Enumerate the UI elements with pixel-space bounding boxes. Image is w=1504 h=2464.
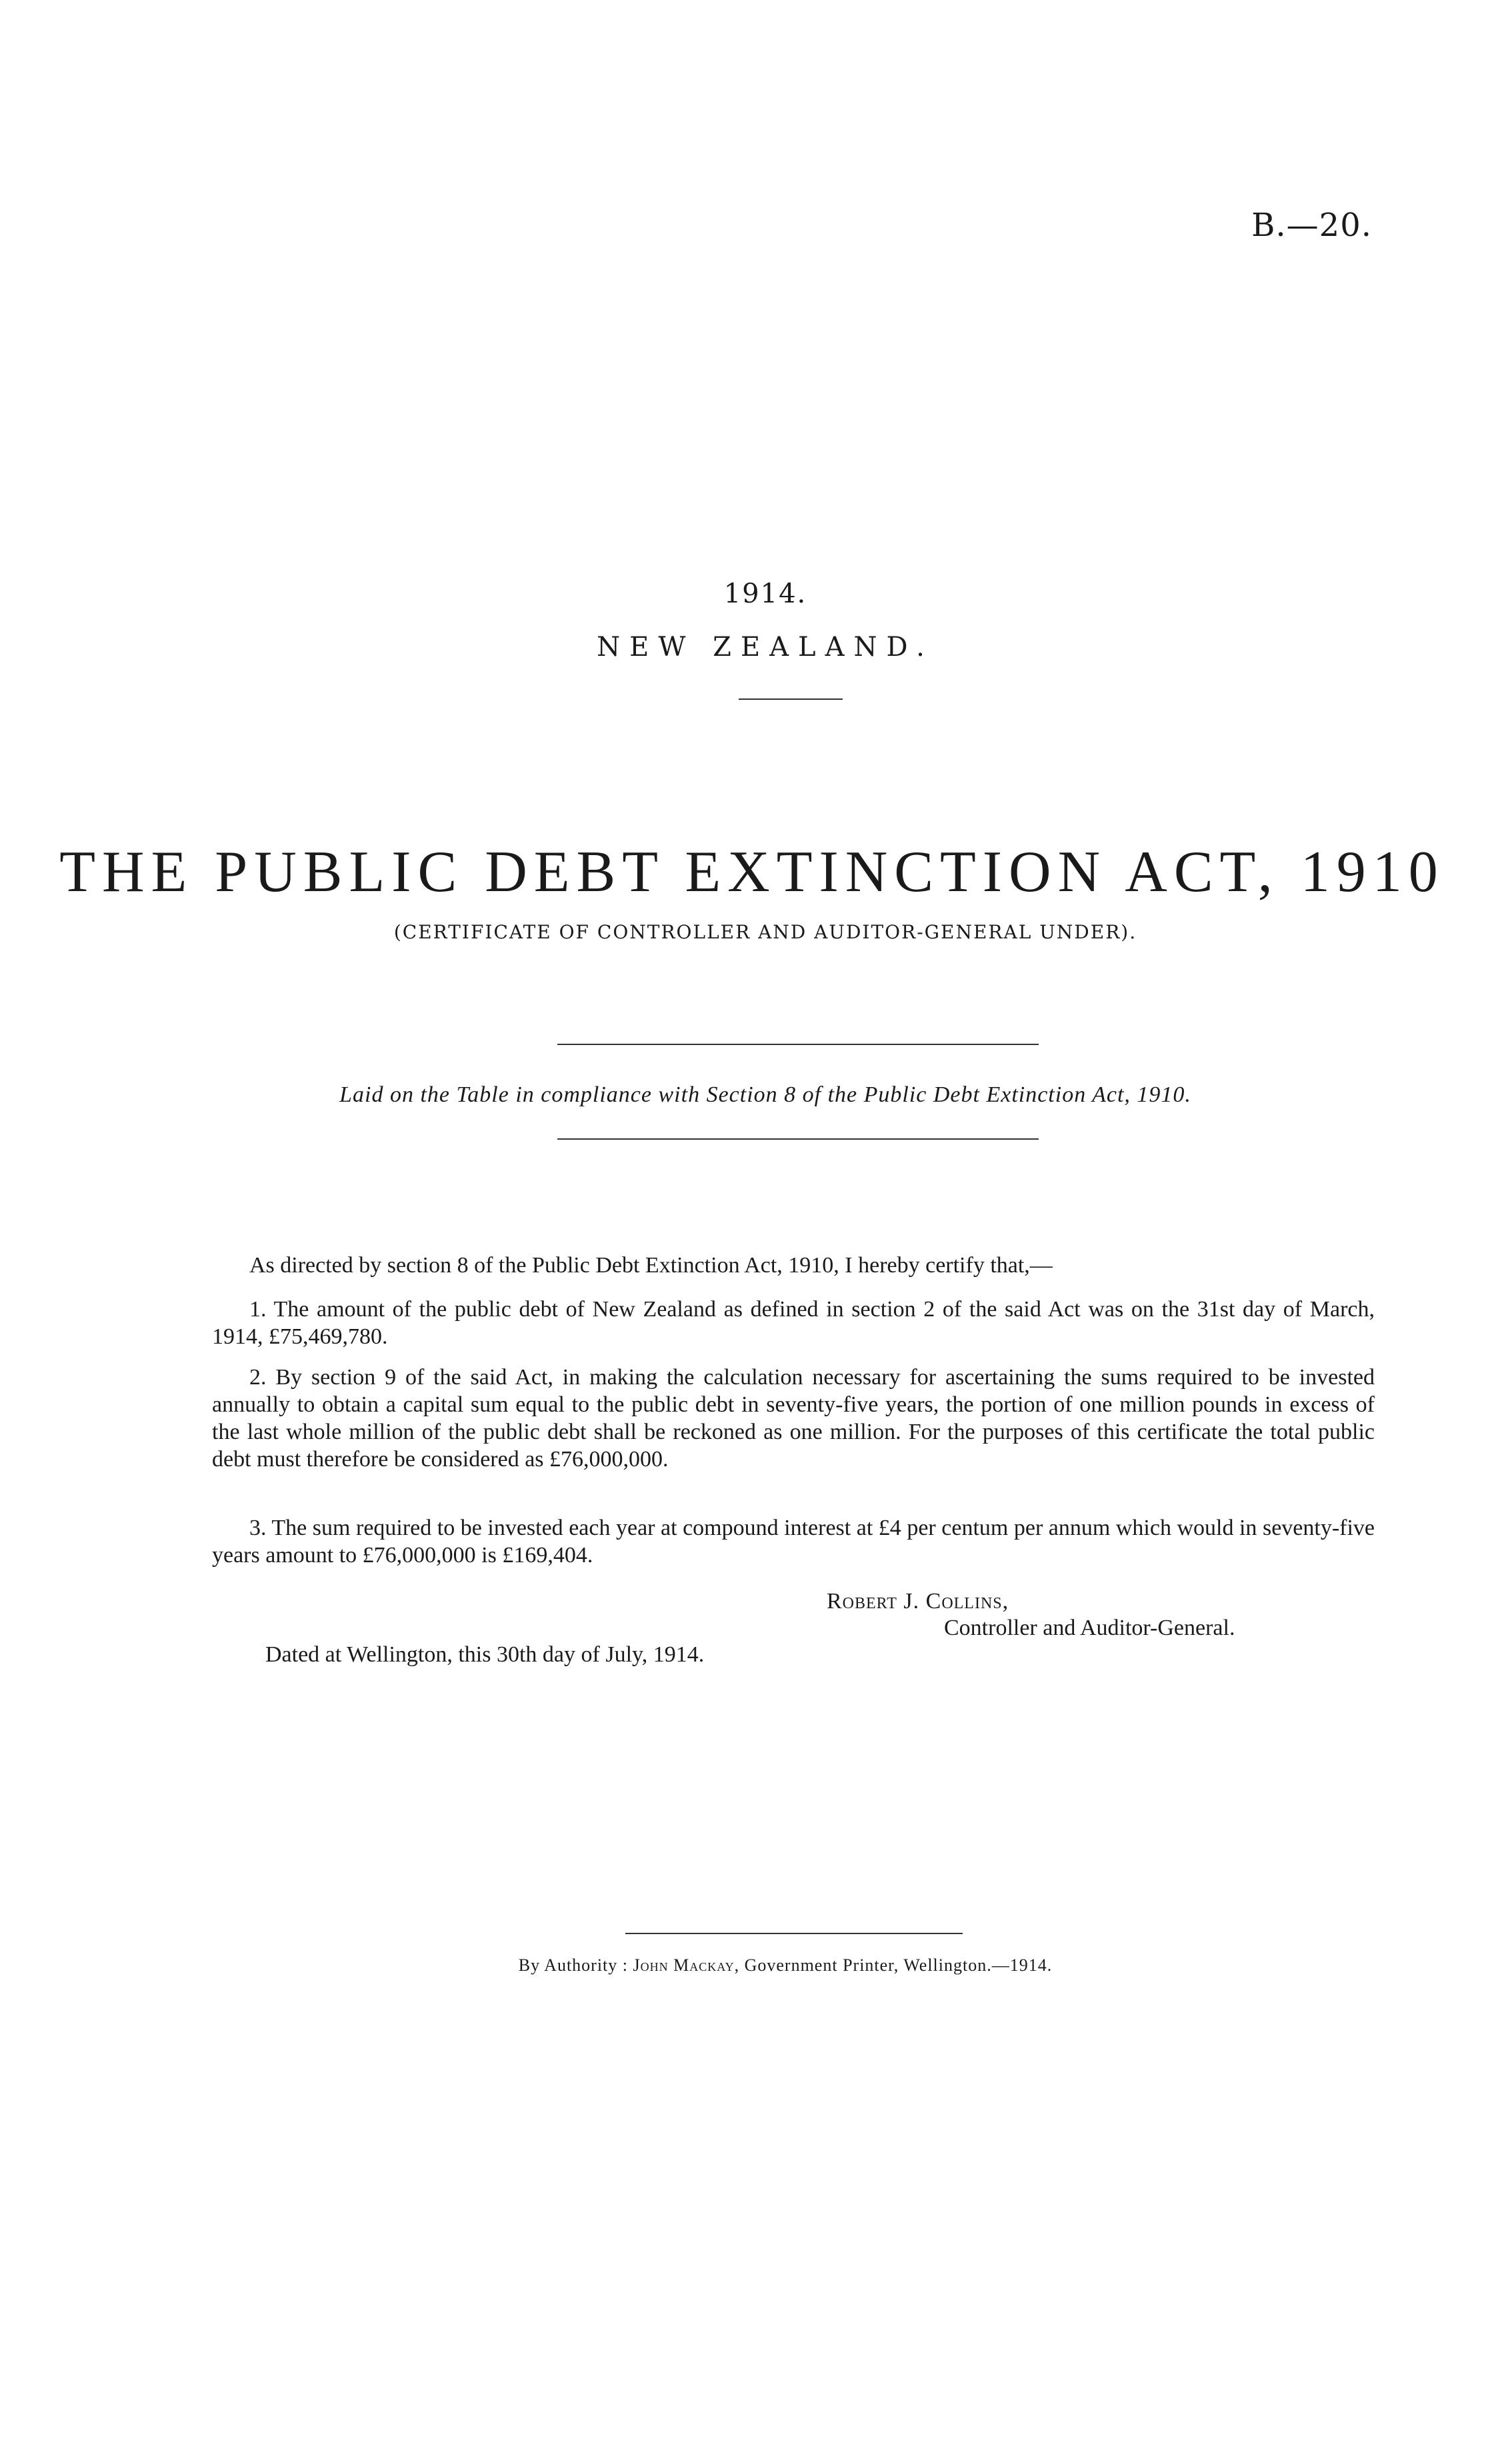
document-subtitle: (CERTIFICATE OF CONTROLLER AND AUDITOR-GENERAL UNDER).	[393, 921, 1137, 943]
signatory-title: Controller and Auditor-General.	[944, 1616, 1235, 1640]
intro-text: As directed by section 8 of the Public Debt Extinction Act, 1910, I hereby certify that,—	[249, 1253, 1053, 1278]
imprint-printer-name: John Mackay,	[633, 1955, 740, 1975]
imprint-prefix: By Authority :	[518, 1955, 629, 1975]
document-year: 1914.	[723, 579, 807, 609]
document-title: THE PUBLIC DEBT EXTINCTION ACT, 1910	[59, 840, 1445, 904]
country-heading: NEW ZEALAND.	[597, 632, 934, 662]
certificate-paragraph-3	[212, 1514, 1375, 1569]
printer-imprint	[0, 1955, 1504, 1975]
divider-rule	[739, 698, 843, 700]
paragraph-text: 2. By section 9 of the said Act, in making the calculation necessary for ascertaining the sums required to be invested annually to obtain a capital sum equal to the public debt in seventy-five years, the portion of one million pounds in excess of the last whole million of the public debt shall be reckoned as one million. For the purposes of this certificate the total public debt must therefore be considered as £76,000,000.	[212, 1365, 1375, 1472]
paragraph-text: 3. The sum required to be invested each year at compound interest at £4 per centum per annum which would in seventy-five years amount to £76,000,000 is £169,404.	[212, 1516, 1375, 1568]
laid-on-table-notice: Laid on the Table in compliance with Section 8 of the Public Debt Extinction Act, 1910.	[339, 1082, 1191, 1107]
divider-rule	[557, 1044, 1039, 1045]
dated-line: Dated at Wellington, this 30th day of July, 1914.	[265, 1642, 705, 1667]
certificate-paragraph-1	[212, 1296, 1375, 1350]
certificate-intro	[212, 1252, 1375, 1279]
certificate-paragraph-2	[212, 1364, 1375, 1473]
imprint-suffix: Government Printer, Wellington.—1914.	[744, 1955, 1053, 1975]
document-reference: B.—20.	[1251, 207, 1372, 244]
paragraph-text: 1. The amount of the public debt of New Zealand as defined in section 2 of the said Act was on the 31st day of March, 1914, £75,469,780.	[212, 1297, 1375, 1349]
footer-rule	[625, 1933, 963, 1934]
divider-rule	[557, 1138, 1039, 1140]
signatory-name: Robert J. Collins,	[827, 1589, 1009, 1614]
